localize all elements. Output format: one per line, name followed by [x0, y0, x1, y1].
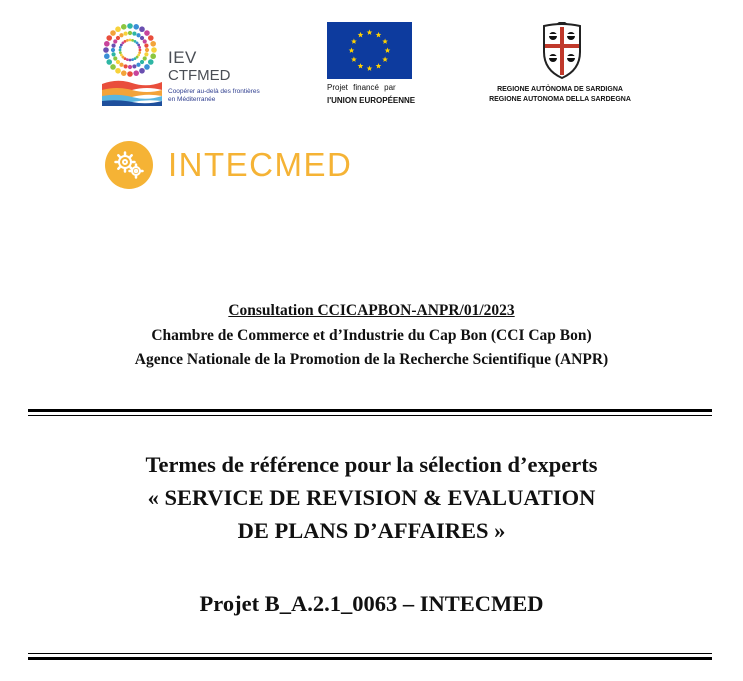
iev-sun-dot	[150, 41, 156, 47]
iev-sun-dot	[115, 68, 121, 74]
iev-sun-dot	[136, 63, 140, 67]
iev-sun-dot	[111, 44, 115, 48]
title-line-1: Termes de référence pour la sélection d’experts	[145, 452, 598, 477]
iev-sun-dot	[143, 56, 147, 60]
iev-sun-dot	[144, 44, 148, 48]
iev-sun-dot	[103, 47, 109, 53]
iev-ctfmed-logo	[100, 20, 290, 110]
iev-sun-dot	[124, 40, 127, 43]
iev-sun-dot	[150, 53, 156, 59]
iev-sun-dot	[127, 71, 133, 77]
iev-sun-dot	[145, 48, 149, 52]
iev-sun-dot	[128, 31, 132, 35]
iev-sun-dot	[139, 49, 142, 52]
iev-sun-dot	[138, 46, 141, 49]
iev-sun-dot	[132, 31, 136, 35]
chambre-commerce-line: Chambre de Commerce et d’Industrie du Cap Bon (CCI Cap Bon)	[151, 327, 592, 344]
iev-sun-dot	[136, 33, 140, 37]
sardinia-name-italian: REGIONE AUTONOMA DELLA SARDEGNA	[489, 96, 631, 103]
iev-sun-dot	[143, 39, 147, 43]
iev-sun-dot	[119, 63, 123, 67]
iev-sun-dot	[115, 26, 121, 32]
iev-sun-dot	[127, 23, 133, 29]
iev-sun-dot	[137, 44, 140, 47]
agence-nationale-line: Agence Nationale de la Promotion de la Recherche Scientifique (ANPR)	[134, 351, 609, 368]
top-rule-thin	[28, 415, 712, 416]
iev-sun-dot	[124, 31, 128, 35]
iev-sun-dot	[144, 30, 150, 36]
bottom-rule-thin	[28, 653, 712, 654]
iev-sun-dot	[113, 56, 117, 60]
iev-sun-dot	[131, 39, 134, 42]
iev-subname: CTFMED	[168, 67, 231, 84]
eu-funded-by-text: Projet financé par	[327, 83, 396, 92]
iev-sun-dot	[148, 35, 154, 41]
title-line-3: DE PLANS D’AFFAIRES »	[237, 518, 506, 543]
iev-tagline-1: Coopérer au-delà des frontières	[168, 88, 260, 95]
iev-sun-dot	[119, 33, 123, 37]
iev-sun-dot	[131, 58, 134, 61]
consultation-reference: Consultation CCICAPBON-ANPR/01/2023	[228, 302, 515, 319]
iev-sun-dot	[119, 46, 122, 49]
iev-sun-dot	[111, 52, 115, 56]
bottom-rule-thick	[28, 657, 712, 660]
iev-wave-icon	[102, 78, 162, 106]
iev-sun-icon	[100, 20, 160, 80]
iev-sun-dot	[139, 68, 145, 74]
iev-sun-dot	[110, 30, 116, 36]
sardinia-name-sardinian: REGIONE AUTÒNOMA DE SARDIGNA	[497, 86, 623, 93]
iev-sun-dot	[129, 39, 132, 42]
project-reference: Projet B_A.2.1_0063 – INTECMED	[199, 591, 544, 616]
iev-sun-dot	[104, 41, 110, 47]
eu-union-text: l'UNION EUROPÉENNE	[327, 96, 416, 105]
iev-tagline-2: en Méditerranée	[168, 96, 216, 103]
eu-flag-icon	[327, 22, 412, 79]
iev-sun-dot	[140, 36, 144, 40]
iev-sun-dot	[119, 51, 122, 54]
iev-sun-dot	[116, 36, 120, 40]
iev-sun-dot	[121, 70, 127, 76]
intecmed-logo	[104, 140, 384, 196]
iev-sun-dot	[126, 58, 129, 61]
iev-sun-dot	[128, 65, 132, 69]
iev-name: IEV	[168, 48, 197, 67]
iev-sun-dot	[132, 64, 136, 68]
iev-sun-dot	[138, 51, 141, 54]
sardinia-crest-icon	[536, 22, 588, 80]
iev-sun-dot	[151, 47, 157, 53]
intecmed-wordmark: INTECMED	[168, 146, 353, 183]
iev-sun-dot	[126, 39, 129, 42]
iev-sun-dot	[110, 64, 116, 70]
iev-sun-dot	[144, 52, 148, 56]
eu-logo	[327, 20, 417, 110]
iev-sun-dot	[148, 59, 154, 65]
iev-sun-dot	[144, 64, 150, 70]
iev-sun-dot	[134, 57, 137, 60]
iev-sun-dot	[116, 60, 120, 64]
iev-sun-dot	[124, 64, 128, 68]
iev-sun-dot	[106, 59, 112, 65]
sardinia-logo	[480, 22, 650, 112]
iev-sun-dot	[139, 26, 145, 32]
iev-sun-dot	[119, 49, 122, 52]
iev-sun-dot	[111, 48, 115, 52]
iev-sun-dot	[120, 54, 123, 57]
iev-sun-dot	[104, 53, 110, 59]
iev-sun-dot	[113, 39, 117, 43]
iev-sun-dot	[129, 59, 132, 62]
iev-sun-dot	[133, 24, 139, 30]
top-rule-thick	[28, 409, 712, 412]
iev-sun-dot	[106, 35, 112, 41]
iev-sun-dot	[121, 24, 127, 30]
intecmed-gears-icon	[104, 140, 154, 190]
title-line-2: « SERVICE DE REVISION & EVALUATION	[147, 485, 596, 510]
iev-sun-dot	[133, 70, 139, 76]
iev-sun-dot	[140, 60, 144, 64]
